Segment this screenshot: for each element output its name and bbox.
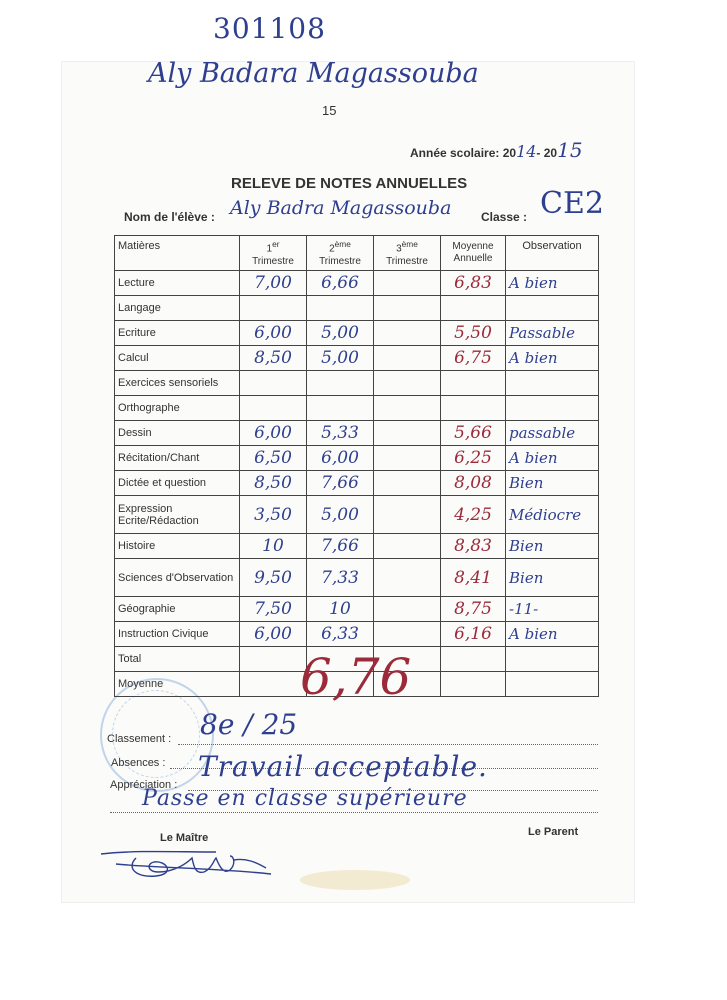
- header-trimester-2: [307, 236, 374, 271]
- subject-cell: Géographie: [115, 597, 240, 622]
- student-id-number: 301108: [213, 12, 326, 45]
- table-row: [115, 446, 599, 471]
- trimester-3-cell: [374, 471, 441, 496]
- t2-sup: ème: [334, 239, 351, 250]
- trimester-1-cell-value: 3,50: [254, 504, 292, 525]
- observation-cell-value: Bien: [509, 537, 544, 555]
- observation-cell-value: A bien: [509, 349, 558, 367]
- observation-cell: [506, 597, 599, 622]
- t2-label: Trimestre: [319, 255, 361, 267]
- table-row: [115, 496, 599, 534]
- observation-cell-value: Bien: [509, 568, 544, 587]
- annual-average-cell-value: 6,25: [454, 448, 492, 468]
- trimester-1-cell: [240, 647, 307, 672]
- annual-average-cell-value: 6,16: [454, 624, 492, 644]
- annual-average-cell: [441, 534, 506, 559]
- observation-cell: [506, 346, 599, 371]
- trimester-3-cell: [374, 421, 441, 446]
- header-annual-average: [441, 236, 506, 271]
- trimester-1-cell-value: 6,00: [254, 323, 292, 343]
- annual-average-cell: [441, 421, 506, 446]
- trimester-1-cell-value: 8,50: [254, 348, 292, 368]
- avg-label-1: Moyenne: [452, 241, 494, 252]
- ranking-dotline: [178, 744, 598, 745]
- trimester-1-cell: [240, 421, 307, 446]
- trimester-2-cell-value: 10: [329, 599, 351, 619]
- observation-cell: [506, 471, 599, 496]
- trimester-2-cell-value: 6,00: [321, 448, 359, 468]
- avg-label-2: Annuelle: [453, 253, 493, 264]
- t3-sup: ème: [401, 239, 418, 250]
- trimester-3-cell: [374, 446, 441, 471]
- subject-cell: Lecture: [115, 271, 240, 296]
- trimester-2-cell: [307, 559, 374, 597]
- trimester-3-cell: [374, 496, 441, 534]
- subject-cell: Dictée et question: [115, 471, 240, 496]
- subject-cell: Ecriture: [115, 321, 240, 346]
- trimester-1-cell: [240, 396, 307, 421]
- class-label: Classe :: [481, 210, 528, 224]
- trimester-3-cell: [374, 622, 441, 647]
- annual-average-cell: [441, 647, 506, 672]
- trimester-1-cell-value: 7,00: [254, 273, 292, 293]
- observation-cell: [506, 271, 599, 296]
- annual-average-cell: [441, 622, 506, 647]
- observation-cell-value: Médiocre: [509, 505, 582, 524]
- observation-cell: [506, 396, 599, 421]
- annual-average-cell: [441, 559, 506, 597]
- grades-table: [114, 235, 599, 697]
- t2-num: 2: [329, 243, 335, 255]
- general-average-value: 6,76: [300, 648, 412, 706]
- observation-cell: [506, 296, 599, 321]
- trimester-2-cell: [307, 321, 374, 346]
- annual-average-cell: [441, 672, 506, 697]
- annual-average-cell: [441, 296, 506, 321]
- trimester-2-cell: [307, 597, 374, 622]
- annual-average-cell-value: 5,66: [454, 423, 492, 443]
- trimester-2-cell: [307, 271, 374, 296]
- table-row: [115, 296, 599, 321]
- annual-average-cell: [441, 471, 506, 496]
- annual-average-cell-value: 8,75: [454, 599, 492, 619]
- table-row: [115, 396, 599, 421]
- trimester-2-cell-value: 7,33: [321, 567, 359, 588]
- subject-cell: Sciences d'Observation: [115, 559, 240, 597]
- annual-average-cell: [441, 271, 506, 296]
- table-row: [115, 346, 599, 371]
- trimester-3-cell: [374, 296, 441, 321]
- observation-cell-value: passable: [509, 424, 576, 442]
- page-number: 15: [322, 103, 337, 118]
- name-label: Nom de l'élève :: [124, 210, 215, 224]
- table-row: [115, 622, 599, 647]
- trimester-3-cell: [374, 396, 441, 421]
- observation-cell: [506, 647, 599, 672]
- observation-cell: [506, 321, 599, 346]
- trimester-1-cell-value: 9,50: [254, 567, 292, 588]
- t1-sup: er: [272, 239, 280, 250]
- trimester-3-cell: [374, 534, 441, 559]
- trimester-2-cell: [307, 534, 374, 559]
- trimester-2-cell-value: 6,66: [321, 273, 359, 293]
- subject-cell: Récitation/Chant: [115, 446, 240, 471]
- trimester-1-cell: [240, 672, 307, 697]
- annual-average-cell-value: 5,50: [454, 323, 492, 343]
- student-name-top: Aly Badara Magassouba: [148, 58, 479, 89]
- subject-cell: Orthographe: [115, 396, 240, 421]
- subject-cell: Moyenne: [115, 672, 240, 697]
- appreciation-line-2: Passe en classe supérieure: [142, 786, 468, 811]
- school-year-start: 14: [516, 142, 537, 161]
- header-trimester-3: [374, 236, 441, 271]
- ranking-value: 8e / 25: [200, 708, 298, 741]
- trimester-1-cell-value: 6,00: [254, 624, 292, 644]
- trimester-2-cell: [307, 471, 374, 496]
- subject-cell: Total: [115, 647, 240, 672]
- subject-cell: Langage: [115, 296, 240, 321]
- header-subject: Matières: [115, 236, 240, 271]
- observation-cell: [506, 446, 599, 471]
- table-header-row: [115, 236, 599, 271]
- grades-body: [115, 271, 599, 697]
- trimester-2-cell: [307, 371, 374, 396]
- annual-average-cell: [441, 496, 506, 534]
- trimester-1-cell: [240, 271, 307, 296]
- trimester-1-cell-value: 6,00: [254, 423, 292, 443]
- t1-label: Trimestre: [252, 255, 294, 267]
- trimester-2-cell-value: 5,00: [321, 504, 359, 525]
- annual-average-cell-value: 6,83: [454, 273, 492, 293]
- trimester-2-cell-value: 5,00: [321, 323, 359, 343]
- observation-cell: [506, 622, 599, 647]
- absences-label: Absences :: [111, 757, 166, 769]
- document-title: RELEVE DE NOTES ANNUELLES: [231, 175, 468, 192]
- trimester-2-cell: [307, 622, 374, 647]
- trimester-3-cell: [374, 346, 441, 371]
- table-row: [115, 471, 599, 496]
- school-year: [410, 138, 583, 162]
- subject-cell: Calcul: [115, 346, 240, 371]
- parent-label: Le Parent: [528, 826, 579, 838]
- trimester-3-cell: [374, 597, 441, 622]
- trimester-1-cell: [240, 597, 307, 622]
- observation-cell-value: A bien: [509, 449, 558, 467]
- table-row: [115, 597, 599, 622]
- trimester-3-cell: [374, 321, 441, 346]
- annual-average-cell: [441, 446, 506, 471]
- t1-num: 1: [266, 243, 273, 255]
- annual-average-cell: [441, 346, 506, 371]
- table-row: [115, 421, 599, 446]
- observation-cell: [506, 496, 599, 534]
- trimester-1-cell: [240, 371, 307, 396]
- subject-cell: Dessin: [115, 421, 240, 446]
- teacher-label: Le Maître: [160, 832, 209, 844]
- header-observation: Observation: [506, 236, 599, 271]
- subject-cell: Expression Ecrite/Rédaction: [115, 496, 240, 534]
- t3-label: Trimestre: [386, 255, 428, 267]
- school-year-label: Année scolaire: 20: [410, 146, 517, 160]
- teacher-signature: [96, 838, 281, 888]
- trimester-2-cell-value: 5,00: [321, 348, 359, 368]
- observation-cell: [506, 672, 599, 697]
- annual-average-cell-value: 8,08: [454, 473, 492, 493]
- annual-average-cell-value: 8,83: [454, 536, 492, 556]
- trimester-1-cell: [240, 496, 307, 534]
- trimester-3-cell: [374, 559, 441, 597]
- school-year-separator: - 20: [536, 146, 558, 160]
- observation-cell-value: Bien: [509, 474, 544, 492]
- trimester-1-cell: [240, 296, 307, 321]
- observation-cell: [506, 421, 599, 446]
- trimester-2-cell: [307, 446, 374, 471]
- trimester-2-cell: [307, 396, 374, 421]
- trimester-1-cell: [240, 534, 307, 559]
- appreciation-line-1: Travail acceptable.: [198, 750, 488, 783]
- trimester-2-cell: [307, 346, 374, 371]
- annual-average-cell: [441, 321, 506, 346]
- ranking-label: Classement :: [107, 733, 172, 745]
- trimester-1-cell-value: 10: [262, 536, 284, 556]
- subject-cell: Instruction Civique: [115, 622, 240, 647]
- table-row: [115, 534, 599, 559]
- paper-stain: [300, 870, 410, 890]
- trimester-1-cell: [240, 321, 307, 346]
- trimester-1-cell: [240, 471, 307, 496]
- annual-average-cell-value: 4,25: [454, 504, 492, 525]
- trimester-1-cell: [240, 559, 307, 597]
- trimester-1-cell: [240, 622, 307, 647]
- trimester-2-cell-value: 5,33: [321, 423, 359, 443]
- trimester-2-cell-value: 7,66: [321, 536, 359, 556]
- t3-num: 3: [396, 243, 402, 255]
- table-row: [115, 371, 599, 396]
- annual-average-cell: [441, 371, 506, 396]
- trimester-2-cell: [307, 296, 374, 321]
- observation-cell: [506, 371, 599, 396]
- annual-average-cell: [441, 597, 506, 622]
- observation-cell: [506, 559, 599, 597]
- trimester-1-cell-value: 6,50: [254, 448, 292, 468]
- trimester-1-cell-value: 8,50: [254, 473, 292, 493]
- annual-average-cell-value: 8,41: [454, 567, 492, 588]
- trimester-2-cell-value: 6,33: [321, 624, 359, 644]
- observation-cell-value: -11-: [509, 600, 539, 618]
- annual-average-cell: [441, 396, 506, 421]
- observation-cell-value: Passable: [509, 324, 575, 342]
- trimester-2-cell: [307, 421, 374, 446]
- observation-cell-value: A bien: [509, 274, 558, 292]
- table-row: [115, 271, 599, 296]
- appreciation-dotline-2: [110, 812, 598, 813]
- header-trimester-1: [240, 236, 307, 271]
- trimester-1-cell: [240, 446, 307, 471]
- subject-cell: Histoire: [115, 534, 240, 559]
- name-value: Aly Badra Magassouba: [230, 197, 452, 219]
- observation-cell: [506, 534, 599, 559]
- annual-average-cell-value: 6,75: [454, 348, 492, 368]
- observation-cell-value: A bien: [509, 625, 558, 643]
- table-row: [115, 559, 599, 597]
- trimester-3-cell: [374, 371, 441, 396]
- appreciation-label: Appréciation :: [110, 779, 178, 791]
- trimester-1-cell: [240, 346, 307, 371]
- trimester-1-cell-value: 7,50: [254, 599, 292, 619]
- class-value: CE2: [540, 186, 604, 221]
- trimester-2-cell: [307, 496, 374, 534]
- subject-cell: Exercices sensoriels: [115, 371, 240, 396]
- trimester-2-cell-value: 7,66: [321, 473, 359, 493]
- trimester-3-cell: [374, 271, 441, 296]
- table-row: [115, 321, 599, 346]
- school-year-end: 15: [557, 138, 583, 162]
